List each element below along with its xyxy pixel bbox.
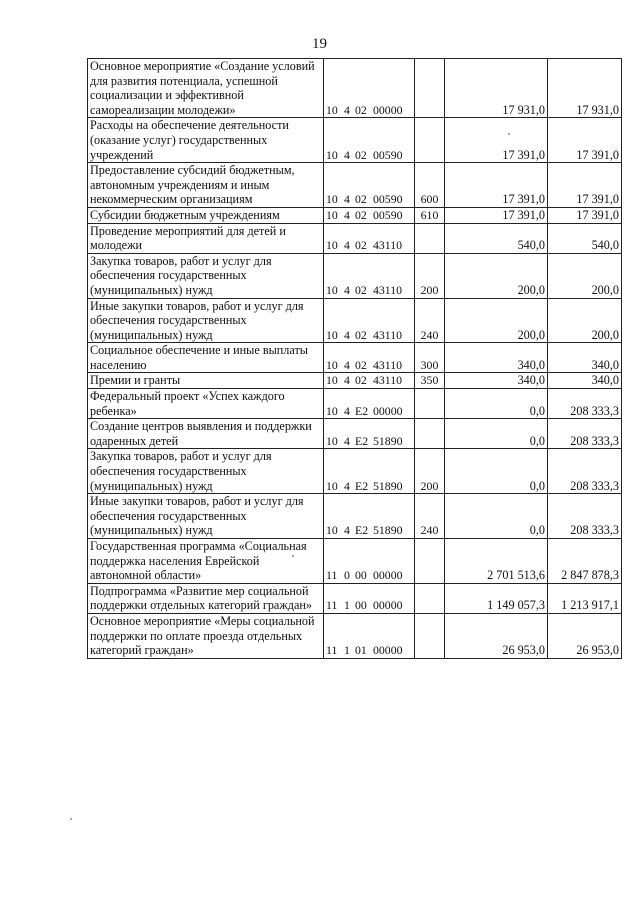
row-sum-first: 0,0 [445, 494, 548, 539]
row-name: Закупка товаров, работ и услуг для обеспечения государственных (муниципальных) нужд [88, 253, 324, 298]
row-sum-second: 200,0 [548, 253, 622, 298]
table-row [88, 613, 622, 658]
row-expense-type [415, 389, 445, 419]
code-part: 10 [326, 192, 338, 207]
code-part: 1 [344, 598, 350, 613]
row-sum-second: 200,0 [548, 298, 622, 343]
budget-table-body [88, 59, 622, 659]
row-expense-type: 200 [415, 253, 445, 298]
row-sum-first: 17 391,0 [445, 118, 548, 163]
code-part: 02 [355, 207, 367, 222]
code-part: 4 [344, 327, 350, 342]
row-name: Премии и гранты [88, 373, 324, 389]
code-part: 4 [344, 357, 350, 372]
code-part: 00590 [373, 192, 403, 207]
row-expense-type [415, 583, 445, 613]
row-sum-first: 26 953,0 [445, 613, 548, 658]
code-part: 4 [344, 403, 350, 418]
code-part: 02 [355, 327, 367, 342]
row-sum-first: 2 701 513,6 [445, 539, 548, 584]
row-name: Федеральный проект «Успех каждого ребенка» [88, 389, 324, 419]
row-sum-first: 1 149 057,3 [445, 583, 548, 613]
code-part: 00000 [373, 403, 403, 418]
code-part: 43110 [373, 282, 403, 297]
code-part: 10 [326, 207, 338, 222]
table-row [88, 583, 622, 613]
row-expense-type: 610 [415, 207, 445, 223]
code-part: 51890 [373, 523, 403, 538]
table-row [88, 373, 622, 389]
row-sum-second: 17 931,0 [548, 59, 622, 118]
row-sum-second: 1 213 917,1 [548, 583, 622, 613]
code-part: 11 [326, 643, 338, 658]
code-part: 10 [326, 373, 338, 388]
row-sum-second: 208 333,3 [548, 419, 622, 449]
row-budget-code [324, 539, 415, 584]
row-sum-first: 340,0 [445, 343, 548, 373]
row-budget-code [324, 494, 415, 539]
row-expense-type: 350 [415, 373, 445, 389]
row-budget-code [324, 253, 415, 298]
table-row [88, 207, 622, 223]
row-sum-first: 200,0 [445, 298, 548, 343]
row-sum-first: 17 391,0 [445, 207, 548, 223]
code-part: 00000 [373, 102, 403, 117]
table-row [88, 343, 622, 373]
code-part: E2 [355, 478, 369, 493]
row-sum-first: 540,0 [445, 223, 548, 253]
row-sum-second: 540,0 [548, 223, 622, 253]
code-part: 00 [355, 568, 367, 583]
code-part: 00590 [373, 207, 403, 222]
code-part: 4 [344, 373, 350, 388]
scan-speck [70, 818, 72, 820]
row-budget-code [324, 419, 415, 449]
row-budget-code [324, 298, 415, 343]
row-sum-second: 208 333,3 [548, 389, 622, 419]
row-name: Проведение мероприятий для детей и молодежи [88, 223, 324, 253]
code-part: 43110 [373, 357, 403, 372]
code-part: 0 [344, 568, 350, 583]
code-part: 4 [344, 192, 350, 207]
row-budget-code [324, 118, 415, 163]
row-sum-second: 340,0 [548, 373, 622, 389]
row-expense-type: 240 [415, 494, 445, 539]
table-row [88, 494, 622, 539]
code-part: 00000 [373, 598, 403, 613]
row-budget-code [324, 449, 415, 494]
row-sum-first: 0,0 [445, 449, 548, 494]
code-part: 4 [344, 282, 350, 297]
row-sum-first: 200,0 [445, 253, 548, 298]
code-part: 10 [326, 327, 338, 342]
code-part: 02 [355, 357, 367, 372]
table-row [88, 539, 622, 584]
row-expense-type: 240 [415, 298, 445, 343]
row-name: Подпрограмма «Развитие мер социальной поддержки отдельных категорий граждан» [88, 583, 324, 613]
row-sum-second: 208 333,3 [548, 494, 622, 539]
row-name: Расходы на обеспечение деятельности (оказание услуг) государственных учреждений [88, 118, 324, 163]
table-row [88, 389, 622, 419]
row-name: Государственная программа «Социальная поддержка населения Еврейской автономной области» [88, 539, 324, 584]
row-name: Иные закупки товаров, работ и услуг для обеспечения государственных (муниципальных) нужд [88, 494, 324, 539]
row-sum-first: 17 391,0 [445, 163, 548, 208]
table-row [88, 419, 622, 449]
row-sum-first: 340,0 [445, 373, 548, 389]
code-part: 10 [326, 357, 338, 372]
table-row [88, 223, 622, 253]
code-part: 51890 [373, 478, 403, 493]
code-part: 00590 [373, 147, 403, 162]
row-expense-type [415, 59, 445, 118]
budget-table [87, 58, 622, 659]
code-part: 1 [344, 643, 350, 658]
row-expense-type: 200 [415, 449, 445, 494]
table-row [88, 59, 622, 118]
row-budget-code [324, 343, 415, 373]
code-part: 51890 [373, 433, 403, 448]
row-budget-code [324, 223, 415, 253]
row-name: Предоставление субсидий бюджетным, автономным учреждениям и иным некоммерческим организациям [88, 163, 324, 208]
table-row [88, 449, 622, 494]
code-part: 43110 [373, 327, 403, 342]
row-budget-code [324, 389, 415, 419]
row-name: Иные закупки товаров, работ и услуг для обеспечения государственных (муниципальных) нужд [88, 298, 324, 343]
row-name: Основное мероприятие «Меры социальной поддержки по оплате проезда отдельных категорий граждан» [88, 613, 324, 658]
code-part: 01 [355, 643, 367, 658]
row-sum-second: 26 953,0 [548, 613, 622, 658]
scan-speck [292, 555, 294, 557]
row-sum-second: 17 391,0 [548, 163, 622, 208]
code-part: 02 [355, 102, 367, 117]
row-name: Закупка товаров, работ и услуг для обеспечения государственных (муниципальных) нужд [88, 449, 324, 494]
row-budget-code [324, 59, 415, 118]
code-part: 00000 [373, 568, 403, 583]
row-name: Социальное обеспечение и иные выплаты населению [88, 343, 324, 373]
row-budget-code [324, 163, 415, 208]
row-name: Субсидии бюджетным учреждениям [88, 207, 324, 223]
code-part: 43110 [373, 373, 403, 388]
code-part: 4 [344, 147, 350, 162]
row-budget-code [324, 613, 415, 658]
code-part: E2 [355, 433, 369, 448]
row-budget-code [324, 583, 415, 613]
code-part: 00 [355, 598, 367, 613]
code-part: 4 [344, 238, 350, 253]
code-part: 10 [326, 403, 338, 418]
code-part: 10 [326, 433, 338, 448]
code-part: 4 [344, 433, 350, 448]
row-expense-type [415, 613, 445, 658]
code-part: 4 [344, 102, 350, 117]
table-row [88, 163, 622, 208]
code-part: 02 [355, 192, 367, 207]
row-sum-second: 2 847 878,3 [548, 539, 622, 584]
table-row [88, 118, 622, 163]
page-number: 19 [312, 36, 327, 52]
row-sum-first: 0,0 [445, 419, 548, 449]
row-sum-second: 17 391,0 [548, 118, 622, 163]
code-part: 11 [326, 598, 338, 613]
code-part: 02 [355, 238, 367, 253]
code-part: E2 [355, 403, 369, 418]
row-expense-type [415, 223, 445, 253]
row-name: Основное мероприятие «Создание условий для развития потенциала, успешной социализации и эффективной самореализации молодежи» [88, 59, 324, 118]
row-name: Создание центров выявления и поддержки одаренных детей [88, 419, 324, 449]
table-row [88, 298, 622, 343]
code-part: 10 [326, 238, 338, 253]
code-part: 10 [326, 102, 338, 117]
code-part: 10 [326, 478, 338, 493]
code-part: 02 [355, 373, 367, 388]
code-part: 4 [344, 523, 350, 538]
row-budget-code [324, 207, 415, 223]
scan-speck [508, 133, 510, 135]
row-expense-type: 600 [415, 163, 445, 208]
code-part: 4 [344, 478, 350, 493]
code-part: 11 [326, 568, 338, 583]
code-part: E2 [355, 523, 369, 538]
code-part: 10 [326, 282, 338, 297]
row-expense-type [415, 539, 445, 584]
row-sum-second: 17 391,0 [548, 207, 622, 223]
code-part: 02 [355, 147, 367, 162]
row-budget-code [324, 373, 415, 389]
row-expense-type [415, 118, 445, 163]
row-expense-type [415, 419, 445, 449]
code-part: 43110 [373, 238, 403, 253]
row-sum-first: 0,0 [445, 389, 548, 419]
row-expense-type: 300 [415, 343, 445, 373]
code-part: 00000 [373, 643, 403, 658]
code-part: 10 [326, 147, 338, 162]
table-row [88, 253, 622, 298]
code-part: 4 [344, 207, 350, 222]
row-sum-second: 208 333,3 [548, 449, 622, 494]
code-part: 02 [355, 282, 367, 297]
row-sum-second: 340,0 [548, 343, 622, 373]
code-part: 10 [326, 523, 338, 538]
row-sum-first: 17 931,0 [445, 59, 548, 118]
